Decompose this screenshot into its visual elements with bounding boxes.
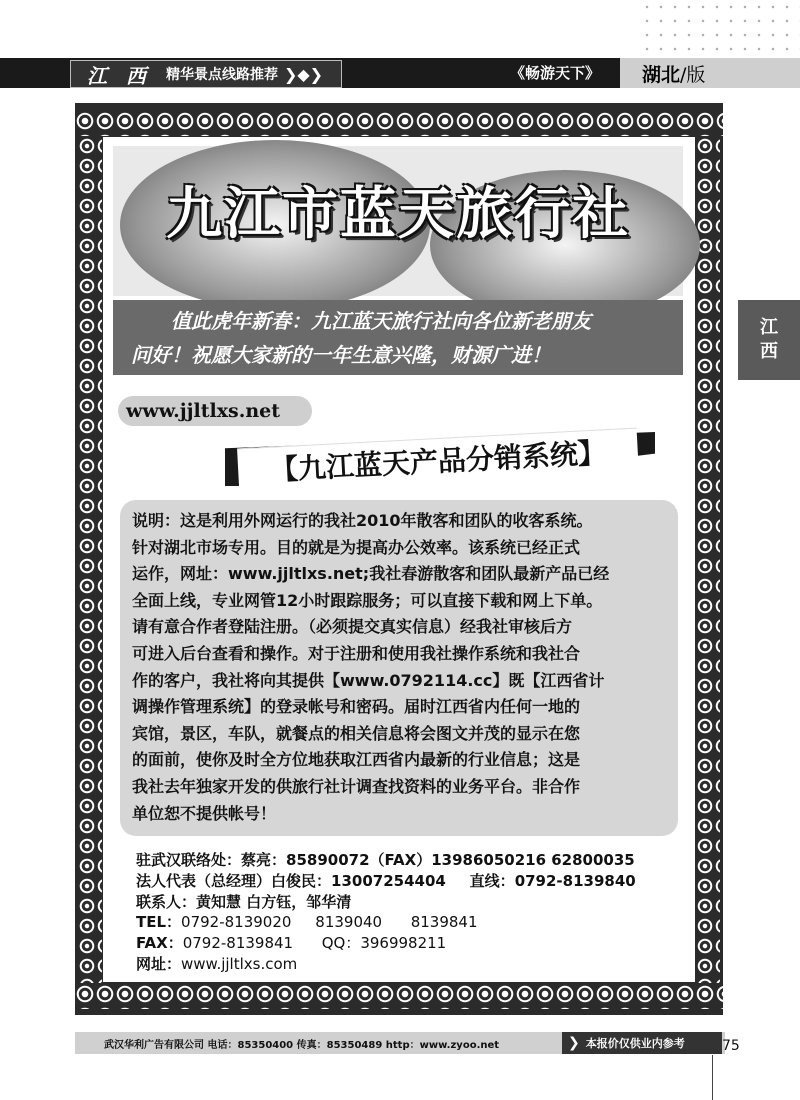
region-label: 江 西 <box>87 63 152 88</box>
description-line: 针对湖北市场专用。目的就是为提高办公效率。该系统已经正式 <box>132 537 581 557</box>
description-line: 运作，网址：www.jjltlxs.net;我社春游散客和团队最新产品已经 <box>132 564 610 584</box>
contact-row-fax: FAX：0792-8139841 QQ：396998211 <box>136 934 447 953</box>
edition-label <box>620 58 800 88</box>
description-line: 请有意合作者登陆注册。（必须提交真实信息）经我社审核后方 <box>132 617 573 637</box>
side-tab-char-1: 江 <box>760 317 778 338</box>
description-line: 宾馆，景区，车队，就餐点的相关信息将会图文并茂的显示在您 <box>132 723 581 743</box>
ornament-border-bottom <box>75 983 723 1009</box>
contact-row-wuhan: 驻武汉联络处：蔡亮：85890072（FAX）13986050216 62800035 <box>136 851 635 869</box>
arrow-icon: ❯◆❯ <box>283 64 324 84</box>
description-line: 单位恕不提供帐号！ <box>132 803 277 823</box>
website-link[interactable]: www.jjltlxs.net <box>118 396 312 426</box>
ornament-border-right <box>696 136 720 983</box>
contact-row-legal: 法人代表（总经理）白俊民：13007254404 直线：0792-8139840 <box>136 871 636 890</box>
edition-suffix: /版 <box>680 63 706 86</box>
greeting-line: 问好！祝愿大家新的一年生意兴隆，财源广进！ <box>131 343 551 367</box>
ornament-border-left <box>78 136 102 983</box>
contact-row-persons: 联系人：黄知慧 白方钰，邹华清 <box>136 892 352 911</box>
ornament-border-top <box>75 110 723 136</box>
section-header <box>70 60 342 88</box>
description-box <box>120 500 678 836</box>
page-number: 75 <box>722 1038 740 1054</box>
footer-note-box <box>562 1032 722 1054</box>
description-line: 说明：这是利用外网运行的我社2010年散客和团队的收客系统。 <box>132 511 593 530</box>
footer-company-info: 武汉华利广告有限公司 电话：85350400 传真：85350489 http：www.zyoo.net <box>104 1040 500 1051</box>
agency-title: 九江市蓝天旅行社 <box>166 181 630 247</box>
contact-info <box>136 850 696 975</box>
side-region-tab <box>738 300 800 380</box>
contact-row-web: 网址：www.jjltlxs.com <box>136 954 298 973</box>
contact-row-tel: TEL：0792-8139020 8139040 8139841 <box>136 913 478 932</box>
description-line: 全面上线，专业网管12小时跟踪服务；可以直接下载和网上下单。 <box>132 590 603 610</box>
description-line: 的面前，使你及时全方位地获取江西省内最新的行业信息；这是 <box>132 750 581 770</box>
description-line: 可进入后台查看和操作。对于注册和使用我社操作系统和我社合 <box>132 643 581 663</box>
footer-note: 本报价仅供业内参考 <box>585 1037 685 1050</box>
description-line: 作的客户，我社将向其提供【www.0792114.cc】既【江西省计 <box>132 670 605 690</box>
side-tab-char-2: 西 <box>760 341 778 362</box>
description-line: 我社去年独家开发的供旅行社计调查找资料的业务平台。非合作 <box>132 776 581 796</box>
corner-dot-pattern <box>640 0 800 55</box>
new-year-greeting <box>113 300 683 375</box>
magazine-name: 《畅游天下》 <box>510 64 601 82</box>
chevron-right-icon: ❯ <box>568 1035 580 1051</box>
edition-region: 湖北 <box>642 63 681 86</box>
description-line: 调操作管理系统】的登录帐号和密码。届时江西省内任何一地的 <box>132 697 581 717</box>
section-subtitle: 精华景点线路推荐 <box>165 67 278 83</box>
greeting-line: 值此虎年新春：九江蓝天旅行社向各位新老朋友 <box>171 309 591 333</box>
page-divider-line <box>712 1055 713 1100</box>
product-system-title: 【九江蓝天产品分销系统】 <box>237 428 639 496</box>
